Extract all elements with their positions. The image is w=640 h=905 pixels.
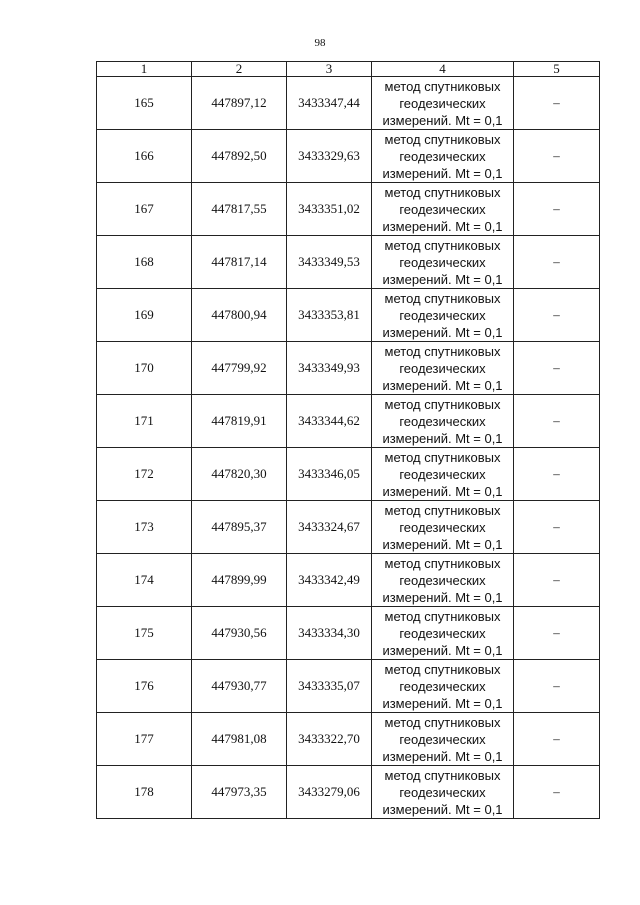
x-coordinate-cell: 447981,08 — [192, 713, 287, 766]
table-row — [97, 395, 600, 448]
x-coordinate-cell: 447819,91 — [192, 395, 287, 448]
point-number-cell: 176 — [97, 660, 192, 713]
table-row — [97, 554, 600, 607]
table-row — [97, 183, 600, 236]
method-cell: метод спутниковых геодезических измерений. Mt = 0,1 — [372, 448, 514, 501]
note-cell: – — [514, 77, 600, 130]
point-number-cell: 167 — [97, 183, 192, 236]
y-coordinate-cell: 3433346,05 — [287, 448, 372, 501]
note-cell: – — [514, 554, 600, 607]
y-coordinate-cell: 3433344,62 — [287, 395, 372, 448]
table-row — [97, 130, 600, 183]
point-number-cell: 172 — [97, 448, 192, 501]
method-cell: метод спутниковых геодезических измерений. Mt = 0,1 — [372, 607, 514, 660]
method-cell: метод спутниковых геодезических измерений. Mt = 0,1 — [372, 130, 514, 183]
y-coordinate-cell: 3433322,70 — [287, 713, 372, 766]
header-col-3: 3 — [287, 62, 372, 77]
x-coordinate-cell: 447817,14 — [192, 236, 287, 289]
table-row — [97, 342, 600, 395]
method-cell: метод спутниковых геодезических измерений. Mt = 0,1 — [372, 183, 514, 236]
note-cell: – — [514, 236, 600, 289]
method-cell: метод спутниковых геодезических измерений. Mt = 0,1 — [372, 342, 514, 395]
table-body — [97, 77, 600, 819]
x-coordinate-cell: 447897,12 — [192, 77, 287, 130]
header-col-2: 2 — [192, 62, 287, 77]
table-row — [97, 660, 600, 713]
table-row — [97, 766, 600, 819]
point-number-cell: 174 — [97, 554, 192, 607]
method-cell: метод спутниковых геодезических измерений. Mt = 0,1 — [372, 289, 514, 342]
method-cell: метод спутниковых геодезических измерений. Mt = 0,1 — [372, 713, 514, 766]
table-row — [97, 448, 600, 501]
note-cell: – — [514, 342, 600, 395]
point-number-cell: 168 — [97, 236, 192, 289]
note-cell: – — [514, 130, 600, 183]
point-number-cell: 169 — [97, 289, 192, 342]
method-cell: метод спутниковых геодезических измерений. Mt = 0,1 — [372, 766, 514, 819]
point-number-cell: 170 — [97, 342, 192, 395]
y-coordinate-cell: 3433279,06 — [287, 766, 372, 819]
method-cell: метод спутниковых геодезических измерений. Mt = 0,1 — [372, 395, 514, 448]
note-cell: – — [514, 660, 600, 713]
x-coordinate-cell: 447930,77 — [192, 660, 287, 713]
method-cell: метод спутниковых геодезических измерений. Mt = 0,1 — [372, 554, 514, 607]
note-cell: – — [514, 183, 600, 236]
method-cell: метод спутниковых геодезических измерений. Mt = 0,1 — [372, 501, 514, 554]
y-coordinate-cell: 3433329,63 — [287, 130, 372, 183]
x-coordinate-cell: 447820,30 — [192, 448, 287, 501]
table-row — [97, 289, 600, 342]
note-cell: – — [514, 289, 600, 342]
y-coordinate-cell: 3433335,07 — [287, 660, 372, 713]
page-number: 98 — [314, 37, 326, 49]
x-coordinate-cell: 447930,56 — [192, 607, 287, 660]
y-coordinate-cell: 3433342,49 — [287, 554, 372, 607]
table-header-row — [97, 62, 600, 77]
x-coordinate-cell: 447892,50 — [192, 130, 287, 183]
note-cell: – — [514, 501, 600, 554]
y-coordinate-cell: 3433351,02 — [287, 183, 372, 236]
x-coordinate-cell: 447895,37 — [192, 501, 287, 554]
point-number-cell: 165 — [97, 77, 192, 130]
x-coordinate-cell: 447799,92 — [192, 342, 287, 395]
y-coordinate-cell: 3433353,81 — [287, 289, 372, 342]
table-row — [97, 501, 600, 554]
note-cell: – — [514, 448, 600, 501]
note-cell: – — [514, 713, 600, 766]
y-coordinate-cell: 3433334,30 — [287, 607, 372, 660]
table-row — [97, 713, 600, 766]
header-col-4: 4 — [372, 62, 514, 77]
y-coordinate-cell: 3433347,44 — [287, 77, 372, 130]
point-number-cell: 171 — [97, 395, 192, 448]
table-row — [97, 77, 600, 130]
point-number-cell: 173 — [97, 501, 192, 554]
x-coordinate-cell: 447973,35 — [192, 766, 287, 819]
header-col-1: 1 — [97, 62, 192, 77]
x-coordinate-cell: 447800,94 — [192, 289, 287, 342]
note-cell: – — [514, 766, 600, 819]
method-cell: метод спутниковых геодезических измерений. Mt = 0,1 — [372, 236, 514, 289]
y-coordinate-cell: 3433324,67 — [287, 501, 372, 554]
method-cell: метод спутниковых геодезических измерений. Mt = 0,1 — [372, 77, 514, 130]
coordinates-table — [96, 61, 600, 819]
note-cell: – — [514, 395, 600, 448]
y-coordinate-cell: 3433349,53 — [287, 236, 372, 289]
table-row — [97, 236, 600, 289]
point-number-cell: 178 — [97, 766, 192, 819]
x-coordinate-cell: 447817,55 — [192, 183, 287, 236]
header-col-5: 5 — [514, 62, 600, 77]
point-number-cell: 175 — [97, 607, 192, 660]
method-cell: метод спутниковых геодезических измерений. Mt = 0,1 — [372, 660, 514, 713]
y-coordinate-cell: 3433349,93 — [287, 342, 372, 395]
table-row — [97, 607, 600, 660]
note-cell: – — [514, 607, 600, 660]
point-number-cell: 166 — [97, 130, 192, 183]
x-coordinate-cell: 447899,99 — [192, 554, 287, 607]
point-number-cell: 177 — [97, 713, 192, 766]
